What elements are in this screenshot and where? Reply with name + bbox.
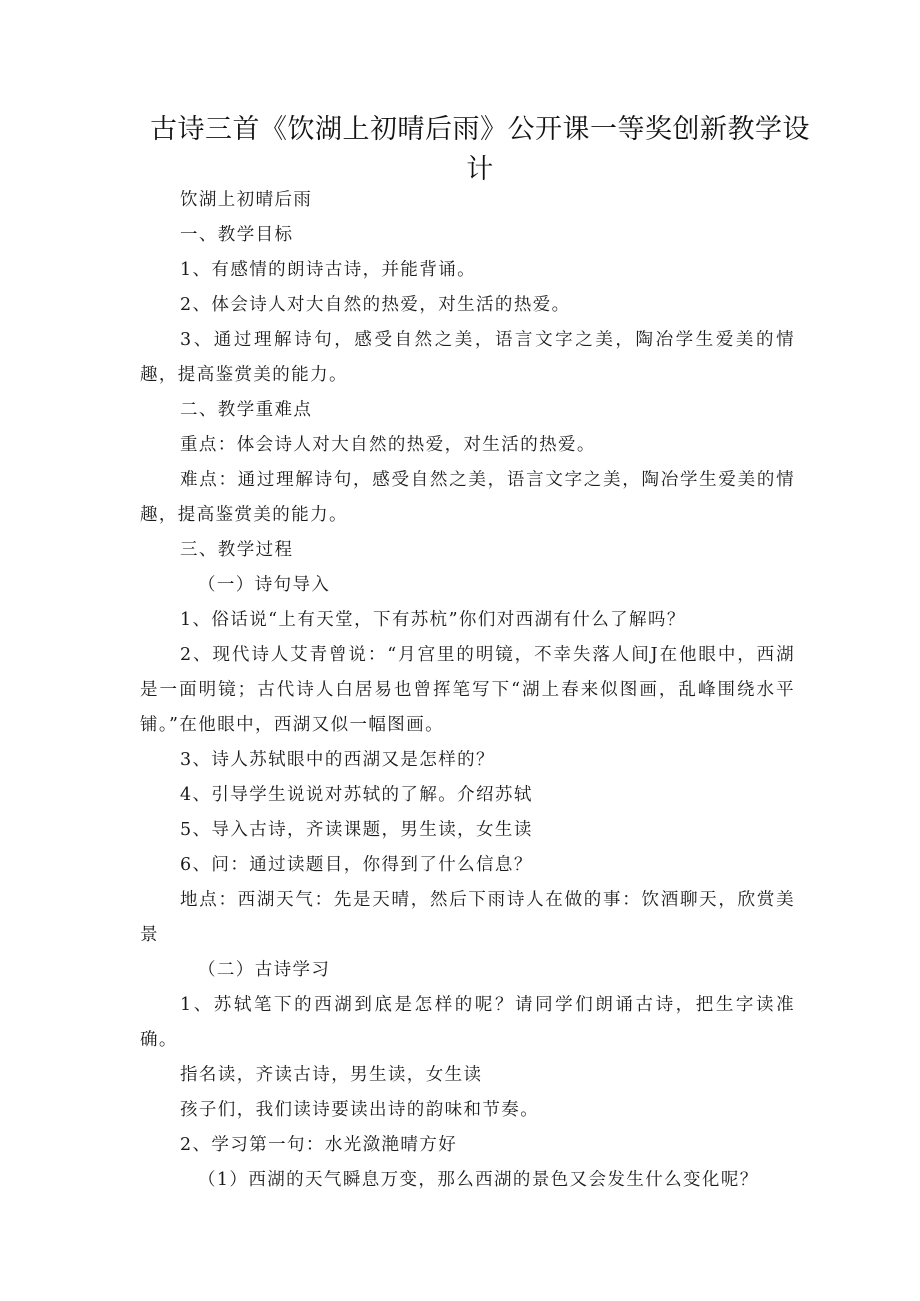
subtitle: 饮湖上初晴后雨 [180,190,313,210]
paragraph: 3、通过理解诗句，感受自然之美，语言文字之美，陶冶学生爱美的情趣，提高鉴赏美的能力。 [140,330,795,385]
subsection-heading: （一）诗句导入 [198,575,331,595]
section-heading: 三、教学过程 [180,540,294,560]
paragraph: 3、诗人苏轼眼中的西湖又是怎样的？ [180,750,495,770]
section-heading: 二、教学重难点 [180,400,313,420]
paragraph: 难点：通过理解诗句，感受自然之美，语言文字之美，陶冶学生爱美的情趣，提高鉴赏美的能力。 [140,470,795,525]
paragraph: 1、苏轼笔下的西湖到底是怎样的呢？请同学们朗诵古诗，把生字读准确。 [140,995,795,1050]
paragraph: 指名读，齐读古诗，男生读，女生读 [180,1065,483,1085]
section-heading: 一、教学目标 [180,225,294,245]
paragraph: （1）西湖的天气瞬息万变，那么西湖的景色又会发生什么变化呢？ [198,1170,759,1190]
paragraph: 2、学习第一句：水光潋滟晴方好 [180,1135,458,1155]
paragraph: 5、导入古诗，齐读课题，男生读，女生读 [180,820,533,840]
paragraph: 6、问：通过读题目，你得到了什么信息？ [180,855,533,875]
document-title: 古诗三首《饮湖上初晴后雨》公开课一等奖创新教学设计 [150,114,810,185]
paragraph: 孩子们，我们读诗要读出诗的韵味和节奏。 [180,1100,540,1120]
paragraph: 1、俗话说“上有天堂，下有苏杭”你们对西湖有什么了解吗？ [180,610,686,630]
paragraph: 1、有感情的朗诗古诗，并能背诵。 [180,260,477,280]
paragraph: 重点：体会诗人对大自然的热爱，对生活的热爱。 [180,435,596,455]
document-body [140,183,795,1198]
paragraph: 4、引导学生说说对苏轼的了解。介绍苏轼 [180,785,533,805]
subsection-heading: （二）古诗学习 [198,960,331,980]
paragraph: 2、现代诗人艾青曾说：“月宫里的明镜，不幸失落人间J在他眼中，西湖是一面明镜；古代诗人白居易也曾挥笔写下“湖上春来似图画，乱峰围绕水平铺。”在他眼中，西湖又似一幅图画。 [140,645,795,735]
paragraph: 2、体会诗人对大自然的热爱，对生活的热爱。 [180,295,571,315]
paragraph: 地点：西湖天气：先是天晴，然后下雨诗人在做的事：饮酒聊天，欣赏美景 [140,890,795,945]
